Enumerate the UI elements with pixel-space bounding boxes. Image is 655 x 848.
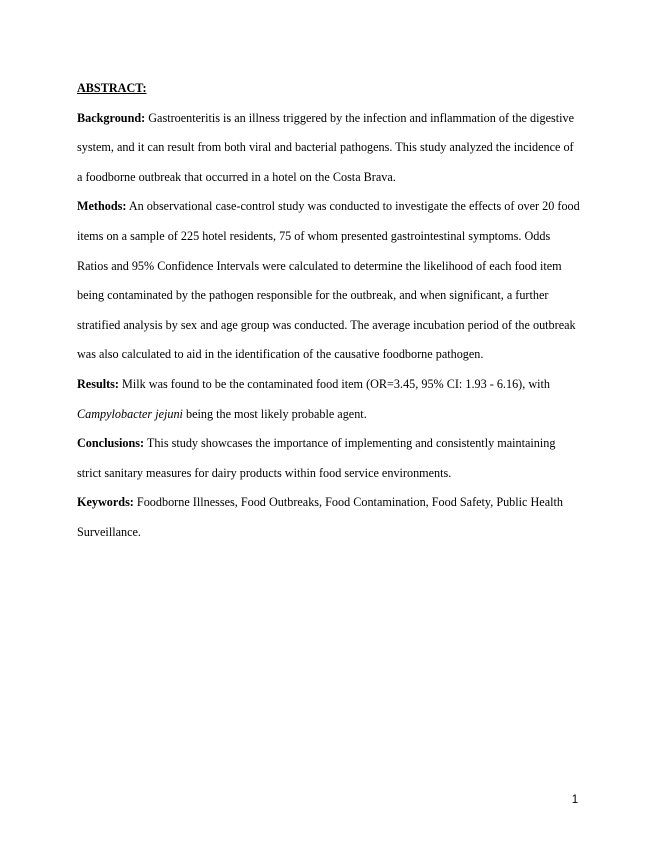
methods-paragraph xyxy=(77,192,582,370)
background-label: Background: xyxy=(77,110,146,125)
methods-label: Methods: xyxy=(77,199,127,214)
abstract-heading: ABSTRACT: xyxy=(77,81,147,95)
results-text-after: being the most likely probable agent. xyxy=(186,406,367,421)
conclusions-text: This study showcases the importance of implementing and consistently maintaining strict sanitary measures for dairy products within food service environments. xyxy=(77,436,556,480)
background-paragraph xyxy=(77,104,582,193)
keywords-label: Keywords: xyxy=(77,495,134,510)
page-number: 1 xyxy=(571,794,579,806)
keywords-paragraph xyxy=(77,488,582,547)
conclusions-paragraph xyxy=(77,429,582,488)
background-text: Gastroenteritis is an illness triggered by the infection and inflammation of the digestive system, and it can result from both viral and bacterial pathogens. This study analyzed the incidence of a foodborne outbreak that occurred in a hotel on the Costa Brava. xyxy=(77,110,575,184)
results-species: Campylobacter jejuni xyxy=(77,406,183,421)
results-paragraph xyxy=(77,370,582,429)
results-label: Results: xyxy=(77,376,119,391)
methods-text: An observational case-control study was conducted to investigate the effects of over 20 food items on a sample of 225 hotel residents, 75 of whom presented gastrointestinal symptoms. Odds Ratios and 95% Confidence Intervals were calculated to determine the likelihood of each food item being contaminated by the pathogen responsible for the outbreak, and when significant, a further stratified analysis by sex and age group was conducted. The average incubation period of the outbreak was also calculated to aid in the identification of the causative foodborne pathogen. xyxy=(77,199,580,362)
abstract-section xyxy=(77,74,582,548)
keywords-text: Foodborne Illnesses, Food Outbreaks, Food Contamination, Food Safety, Public Health Surveillance. xyxy=(77,495,563,539)
conclusions-label: Conclusions: xyxy=(77,436,145,451)
results-text-before: Milk was found to be the contaminated food item (OR=3.45, 95% CI: 1.93 - 6.16), with xyxy=(122,376,550,391)
